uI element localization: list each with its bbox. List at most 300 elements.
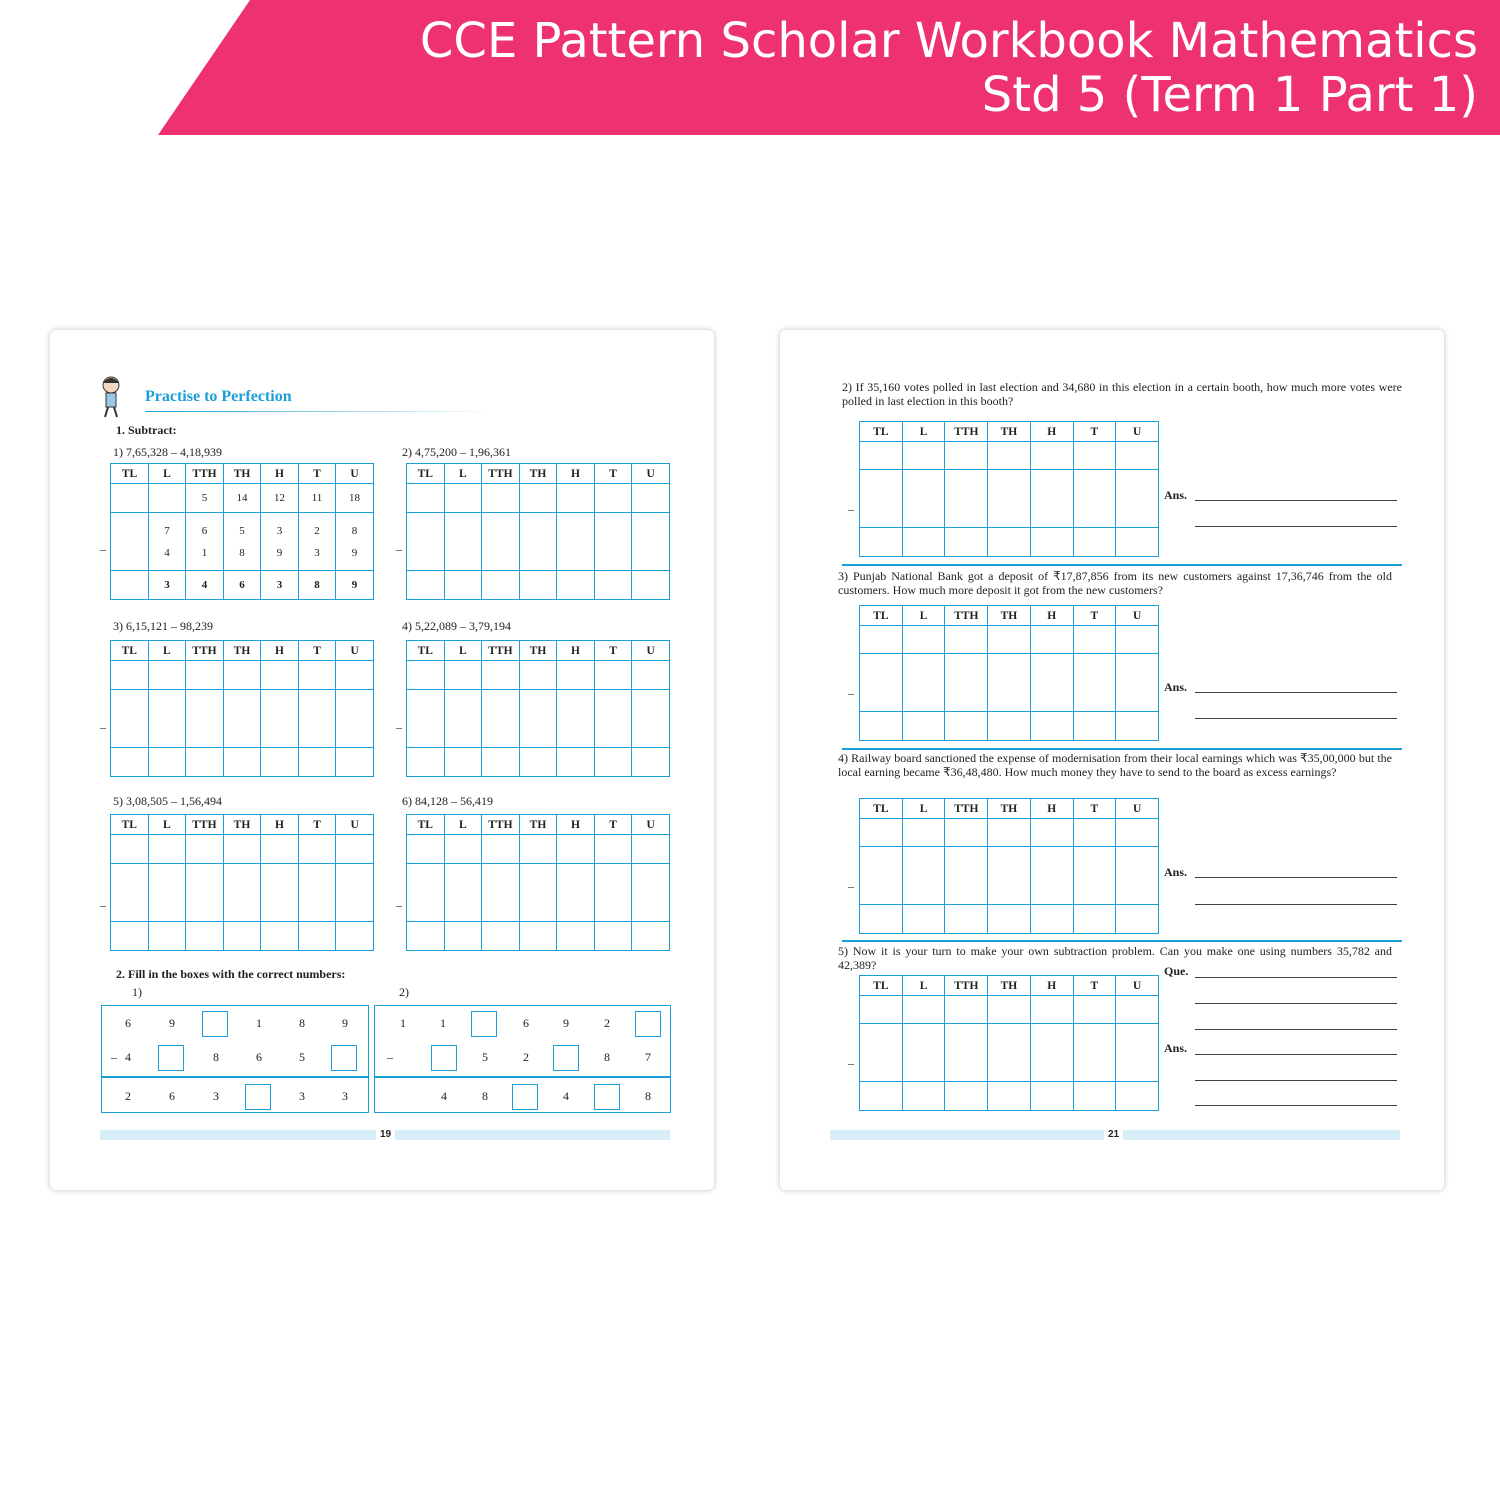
answer-cell[interactable]	[945, 1024, 988, 1082]
answer-cell[interactable]	[557, 922, 595, 951]
answer-cell[interactable]	[186, 864, 224, 922]
answer-label: Ans.	[1164, 1041, 1188, 1055]
header-t: T	[594, 641, 632, 661]
answer-cell[interactable]	[860, 847, 903, 905]
answer-cell[interactable]	[223, 690, 261, 748]
answer-cell[interactable]	[519, 864, 557, 922]
answer-cell[interactable]	[902, 528, 945, 557]
minus-sign: –	[848, 686, 854, 700]
answer-cell[interactable]	[945, 470, 988, 528]
answer-cell[interactable]	[945, 654, 988, 712]
answer-cell[interactable]	[594, 571, 632, 600]
section-heading: Practise to Perfection	[145, 388, 292, 405]
header-th: TH	[223, 641, 261, 661]
header-tl: TL	[111, 464, 149, 484]
answer-cell[interactable]	[557, 484, 595, 513]
header-tl: TL	[111, 815, 149, 835]
answer-line[interactable]	[1195, 718, 1397, 719]
answer-line[interactable]	[1195, 1054, 1397, 1055]
answer-cell[interactable]	[632, 864, 670, 922]
answer-cell[interactable]	[632, 484, 670, 513]
answer-cell[interactable]	[1116, 1082, 1159, 1111]
answer-cell[interactable]	[1073, 626, 1116, 654]
answer-cell[interactable]	[1116, 442, 1159, 470]
answer-cell[interactable]	[407, 513, 445, 571]
answer-cell[interactable]	[1030, 712, 1073, 741]
minus-sign: –	[848, 502, 854, 516]
result-cell: 6	[224, 571, 261, 600]
answer-cell[interactable]	[519, 484, 557, 513]
answer-cell[interactable]	[186, 835, 224, 864]
header-t: T	[1073, 422, 1116, 442]
header-t: T	[1073, 976, 1116, 996]
answer-cell[interactable]	[444, 690, 482, 748]
digit: 3	[213, 1089, 219, 1103]
minus-sign: –	[848, 879, 854, 893]
fill-in-box-1	[101, 1005, 369, 1113]
answer-line[interactable]	[1195, 500, 1397, 501]
answer-cell[interactable]	[111, 661, 149, 690]
answer-cell[interactable]	[519, 690, 557, 748]
answer-cell[interactable]	[988, 1024, 1031, 1082]
answer-cell[interactable]	[945, 1082, 988, 1111]
digit: 5	[482, 1050, 488, 1064]
answer-cell[interactable]	[298, 835, 336, 864]
answer-cell[interactable]	[111, 690, 149, 748]
answer-cell[interactable]	[148, 748, 186, 777]
answer-cell[interactable]	[298, 661, 336, 690]
problem-4-label: 4) 5,22,089 – 3,79,194	[402, 619, 511, 633]
answer-cell[interactable]	[482, 835, 520, 864]
digit-cell: 6 1	[186, 513, 224, 571]
answer-box[interactable]	[202, 1011, 228, 1037]
answer-cell[interactable]	[860, 1024, 903, 1082]
answer-cell[interactable]	[336, 661, 374, 690]
header-h: H	[1030, 606, 1073, 626]
answer-cell[interactable]	[407, 835, 445, 864]
answer-cell[interactable]	[1116, 996, 1159, 1024]
header-l: L	[149, 464, 186, 484]
answer-cell[interactable]	[336, 690, 374, 748]
answer-cell[interactable]	[902, 1082, 945, 1111]
header-u: U	[336, 815, 374, 835]
fill-2-label: 2)	[399, 985, 409, 999]
answer-cell[interactable]	[860, 905, 903, 934]
answer-cell[interactable]	[1073, 1082, 1116, 1111]
answer-cell[interactable]	[482, 571, 520, 600]
answer-cell[interactable]	[594, 864, 632, 922]
header-th: TH	[988, 976, 1031, 996]
answer-cell[interactable]	[988, 819, 1031, 847]
answer-cell[interactable]	[860, 819, 903, 847]
answer-cell[interactable]	[444, 864, 482, 922]
digit: 9	[342, 1016, 348, 1030]
answer-cell[interactable]	[988, 847, 1031, 905]
answer-cell[interactable]	[407, 690, 445, 748]
header-t: T	[1073, 606, 1116, 626]
answer-cell[interactable]	[1030, 442, 1073, 470]
answer-cell[interactable]	[902, 819, 945, 847]
digit: 2	[125, 1089, 131, 1103]
digit: 9	[169, 1016, 175, 1030]
answer-cell[interactable]	[594, 513, 632, 571]
answer-cell[interactable]	[482, 864, 520, 922]
answer-cell[interactable]	[223, 864, 261, 922]
answer-cell[interactable]	[148, 864, 186, 922]
answer-cell[interactable]	[261, 748, 299, 777]
header-t: T	[1073, 799, 1116, 819]
answer-cell[interactable]	[945, 847, 988, 905]
answer-cell[interactable]	[860, 654, 903, 712]
answer-cell[interactable]	[632, 690, 670, 748]
place-value-grid-q3	[859, 605, 1159, 741]
answer-line[interactable]	[1195, 904, 1397, 905]
answer-cell[interactable]	[1073, 442, 1116, 470]
answer-cell[interactable]	[1073, 819, 1116, 847]
answer-cell[interactable]	[1116, 847, 1159, 905]
header-th: TH	[224, 464, 261, 484]
answer-cell[interactable]	[186, 922, 224, 951]
answer-cell[interactable]	[988, 654, 1031, 712]
answer-cell[interactable]	[444, 484, 482, 513]
minus-sign: –	[100, 720, 106, 734]
header-banner	[0, 0, 1500, 135]
answer-cell[interactable]	[902, 654, 945, 712]
answer-line[interactable]	[1195, 1105, 1397, 1106]
answer-cell[interactable]	[557, 513, 595, 571]
answer-cell[interactable]	[336, 835, 374, 864]
answer-cell[interactable]	[902, 442, 945, 470]
answer-cell[interactable]	[1116, 712, 1159, 741]
answer-cell[interactable]	[407, 864, 445, 922]
problem-2-label: 2) 4,75,200 – 1,96,361	[402, 445, 511, 459]
answer-cell[interactable]	[407, 748, 445, 777]
answer-cell[interactable]	[223, 835, 261, 864]
digit-cell: 7 4	[149, 513, 186, 571]
answer-cell[interactable]	[223, 922, 261, 951]
answer-cell[interactable]	[594, 484, 632, 513]
digit: 2	[523, 1050, 529, 1064]
answer-cell[interactable]	[902, 712, 945, 741]
place-value-grid-q2	[859, 421, 1159, 557]
answer-cell[interactable]	[407, 661, 445, 690]
answer-cell[interactable]	[298, 690, 336, 748]
answer-cell[interactable]	[632, 513, 670, 571]
answer-cell[interactable]	[519, 513, 557, 571]
answer-cell[interactable]	[988, 528, 1031, 557]
header-u: U	[1116, 976, 1159, 996]
answer-cell[interactable]	[519, 748, 557, 777]
carry-cell: 12	[261, 484, 299, 513]
digit: 6	[125, 1016, 131, 1030]
answer-cell[interactable]	[1073, 905, 1116, 934]
answer-cell[interactable]	[444, 922, 482, 951]
minus-sign: –	[100, 898, 106, 912]
question-label: Que.	[1164, 964, 1189, 978]
answer-cell[interactable]	[1073, 470, 1116, 528]
answer-cell[interactable]	[1030, 626, 1073, 654]
answer-cell[interactable]	[482, 484, 520, 513]
digit: 4	[125, 1050, 131, 1064]
answer-cell[interactable]	[336, 864, 374, 922]
place-value-grid-5	[110, 814, 374, 951]
answer-cell[interactable]	[444, 835, 482, 864]
answer-cell[interactable]	[261, 864, 299, 922]
answer-cell[interactable]	[1116, 819, 1159, 847]
header-tth: TTH	[945, 606, 988, 626]
answer-cell[interactable]	[261, 690, 299, 748]
answer-cell[interactable]	[988, 905, 1031, 934]
answer-cell[interactable]	[1030, 470, 1073, 528]
answer-cell[interactable]	[945, 712, 988, 741]
answer-cell[interactable]	[594, 690, 632, 748]
answer-cell[interactable]	[1030, 996, 1073, 1024]
answer-cell[interactable]	[111, 922, 149, 951]
fill-1-label: 1)	[132, 985, 142, 999]
answer-cell[interactable]	[223, 661, 261, 690]
answer-cell[interactable]	[1116, 1024, 1159, 1082]
workbook-page-21	[780, 330, 1444, 1190]
answer-cell[interactable]	[1073, 1024, 1116, 1082]
digit-cell: 5 8	[224, 513, 261, 571]
answer-cell[interactable]	[632, 748, 670, 777]
answer-cell[interactable]	[1030, 1024, 1073, 1082]
header-h: H	[557, 464, 595, 484]
answer-cell[interactable]	[632, 571, 670, 600]
place-value-grid-6	[406, 814, 670, 951]
answer-cell[interactable]	[111, 748, 149, 777]
header-t: T	[298, 815, 336, 835]
answer-cell[interactable]	[111, 864, 149, 922]
question-line[interactable]	[1195, 1029, 1397, 1030]
answer-cell[interactable]	[860, 470, 903, 528]
problem-3-label: 3) 6,15,121 – 98,239	[113, 619, 213, 633]
digit: 6	[523, 1016, 529, 1030]
answer-cell[interactable]	[519, 571, 557, 600]
answer-cell[interactable]	[632, 922, 670, 951]
answer-cell[interactable]	[444, 513, 482, 571]
answer-cell[interactable]	[444, 661, 482, 690]
header-u: U	[336, 641, 374, 661]
answer-box[interactable]	[245, 1084, 271, 1110]
answer-cell[interactable]	[482, 748, 520, 777]
answer-cell[interactable]	[482, 922, 520, 951]
answer-box[interactable]	[158, 1045, 184, 1071]
answer-box[interactable]	[594, 1084, 620, 1110]
answer-cell[interactable]	[298, 922, 336, 951]
header-tth: TTH	[945, 976, 988, 996]
answer-cell[interactable]	[148, 835, 186, 864]
answer-cell[interactable]	[945, 442, 988, 470]
answer-cell[interactable]	[860, 1082, 903, 1111]
answer-cell[interactable]	[632, 661, 670, 690]
answer-cell[interactable]	[557, 835, 595, 864]
answer-cell[interactable]	[186, 661, 224, 690]
answer-cell[interactable]	[261, 922, 299, 951]
question-separator	[842, 940, 1402, 942]
answer-cell[interactable]	[1116, 470, 1159, 528]
place-value-grid-3	[110, 640, 374, 777]
header-l: L	[902, 799, 945, 819]
answer-line[interactable]	[1195, 526, 1397, 527]
answer-cell[interactable]	[902, 996, 945, 1024]
digit-cell: 8 9	[336, 513, 374, 571]
answer-cell[interactable]	[1116, 626, 1159, 654]
header-u: U	[1116, 606, 1159, 626]
answer-cell[interactable]	[557, 748, 595, 777]
question-line[interactable]	[1195, 1003, 1397, 1004]
answer-cell[interactable]	[557, 864, 595, 922]
answer-cell[interactable]	[1116, 905, 1159, 934]
answer-cell[interactable]	[482, 661, 520, 690]
answer-box[interactable]	[471, 1011, 497, 1037]
answer-cell[interactable]	[407, 484, 445, 513]
question-separator	[842, 564, 1402, 566]
answer-cell[interactable]	[594, 835, 632, 864]
answer-cell[interactable]	[988, 1082, 1031, 1111]
answer-cell[interactable]	[594, 748, 632, 777]
header-tth: TTH	[186, 464, 224, 484]
header-u: U	[632, 464, 670, 484]
answer-cell[interactable]	[1073, 654, 1116, 712]
header-th: TH	[988, 422, 1031, 442]
answer-line[interactable]	[1195, 692, 1397, 693]
answer-cell[interactable]	[860, 626, 903, 654]
answer-cell[interactable]	[557, 690, 595, 748]
answer-cell[interactable]	[261, 661, 299, 690]
answer-cell[interactable]	[945, 528, 988, 557]
carry-cell: 14	[224, 484, 261, 513]
answer-cell[interactable]	[902, 470, 945, 528]
header-th: TH	[988, 799, 1031, 819]
answer-cell[interactable]	[519, 835, 557, 864]
answer-cell[interactable]	[261, 835, 299, 864]
answer-cell[interactable]	[988, 712, 1031, 741]
answer-cell[interactable]	[557, 661, 595, 690]
answer-box[interactable]	[431, 1045, 457, 1071]
header-tth: TTH	[945, 799, 988, 819]
fill-divider	[102, 1076, 368, 1078]
answer-cell[interactable]	[1030, 654, 1073, 712]
answer-cell[interactable]	[1073, 847, 1116, 905]
answer-cell[interactable]	[1030, 528, 1073, 557]
answer-cell[interactable]	[902, 905, 945, 934]
answer-line[interactable]	[1195, 877, 1397, 878]
digit: 2	[604, 1016, 610, 1030]
answer-cell[interactable]	[945, 905, 988, 934]
answer-cell[interactable]	[1073, 996, 1116, 1024]
answer-cell[interactable]	[1030, 1082, 1073, 1111]
answer-cell[interactable]	[148, 661, 186, 690]
answer-cell[interactable]	[482, 690, 520, 748]
header-tl: TL	[407, 815, 445, 835]
header-h: H	[261, 641, 299, 661]
answer-cell[interactable]	[594, 661, 632, 690]
answer-cell[interactable]	[407, 571, 445, 600]
answer-cell[interactable]	[298, 864, 336, 922]
answer-cell[interactable]	[519, 661, 557, 690]
answer-cell[interactable]	[1116, 654, 1159, 712]
answer-cell[interactable]	[298, 748, 336, 777]
header-tth: TTH	[482, 641, 520, 661]
header-h: H	[557, 641, 595, 661]
answer-cell[interactable]	[557, 571, 595, 600]
header-t: T	[594, 464, 632, 484]
answer-cell[interactable]	[444, 571, 482, 600]
carry-cell: 18	[336, 484, 374, 513]
answer-cell[interactable]	[444, 748, 482, 777]
digit-cell: 3 9	[261, 513, 299, 571]
minus-sign: –	[848, 1056, 854, 1070]
answer-cell[interactable]	[336, 748, 374, 777]
answer-cell[interactable]	[148, 922, 186, 951]
answer-cell[interactable]	[1116, 528, 1159, 557]
answer-box[interactable]	[331, 1045, 357, 1071]
answer-box[interactable]	[635, 1011, 661, 1037]
answer-cell[interactable]	[148, 690, 186, 748]
problem-5-label: 5) 3,08,505 – 1,56,494	[113, 794, 222, 808]
answer-cell[interactable]	[519, 922, 557, 951]
answer-cell[interactable]	[860, 528, 903, 557]
digit: 3	[342, 1089, 348, 1103]
answer-cell[interactable]	[902, 847, 945, 905]
answer-cell[interactable]	[988, 996, 1031, 1024]
answer-cell[interactable]	[336, 922, 374, 951]
answer-cell[interactable]	[1030, 819, 1073, 847]
answer-cell[interactable]	[594, 922, 632, 951]
answer-cell[interactable]	[186, 748, 224, 777]
answer-cell[interactable]	[482, 513, 520, 571]
answer-cell[interactable]	[1073, 712, 1116, 741]
answer-line[interactable]	[1195, 1080, 1397, 1081]
answer-cell[interactable]	[223, 748, 261, 777]
answer-cell[interactable]	[988, 442, 1031, 470]
answer-cell[interactable]	[632, 835, 670, 864]
answer-label: Ans.	[1164, 865, 1188, 879]
header-th: TH	[519, 464, 557, 484]
page-number: 21	[1104, 1129, 1123, 1140]
answer-box[interactable]	[512, 1084, 538, 1110]
answer-cell[interactable]	[945, 996, 988, 1024]
place-value-grid-2	[406, 463, 670, 600]
answer-cell[interactable]	[186, 690, 224, 748]
result-cell: 8	[299, 571, 336, 600]
place-value-grid-q4	[859, 798, 1159, 934]
answer-cell[interactable]	[902, 626, 945, 654]
answer-cell[interactable]	[1073, 528, 1116, 557]
header-tth: TTH	[186, 641, 224, 661]
answer-cell[interactable]	[860, 996, 903, 1024]
header-h: H	[1030, 422, 1073, 442]
digit: 3	[299, 1089, 305, 1103]
answer-cell[interactable]	[945, 819, 988, 847]
boy-mascot-icon	[98, 375, 124, 419]
header-h: H	[557, 815, 595, 835]
answer-cell[interactable]	[860, 712, 903, 741]
answer-box[interactable]	[553, 1045, 579, 1071]
answer-cell[interactable]	[988, 626, 1031, 654]
question-line[interactable]	[1195, 977, 1397, 978]
answer-cell[interactable]	[860, 442, 903, 470]
answer-cell[interactable]	[988, 470, 1031, 528]
answer-cell[interactable]	[1030, 847, 1073, 905]
answer-cell[interactable]	[945, 626, 988, 654]
answer-cell[interactable]	[111, 835, 149, 864]
answer-cell[interactable]	[1030, 905, 1073, 934]
answer-cell[interactable]	[902, 1024, 945, 1082]
answer-cell[interactable]	[407, 922, 445, 951]
digit: 8	[645, 1089, 651, 1103]
